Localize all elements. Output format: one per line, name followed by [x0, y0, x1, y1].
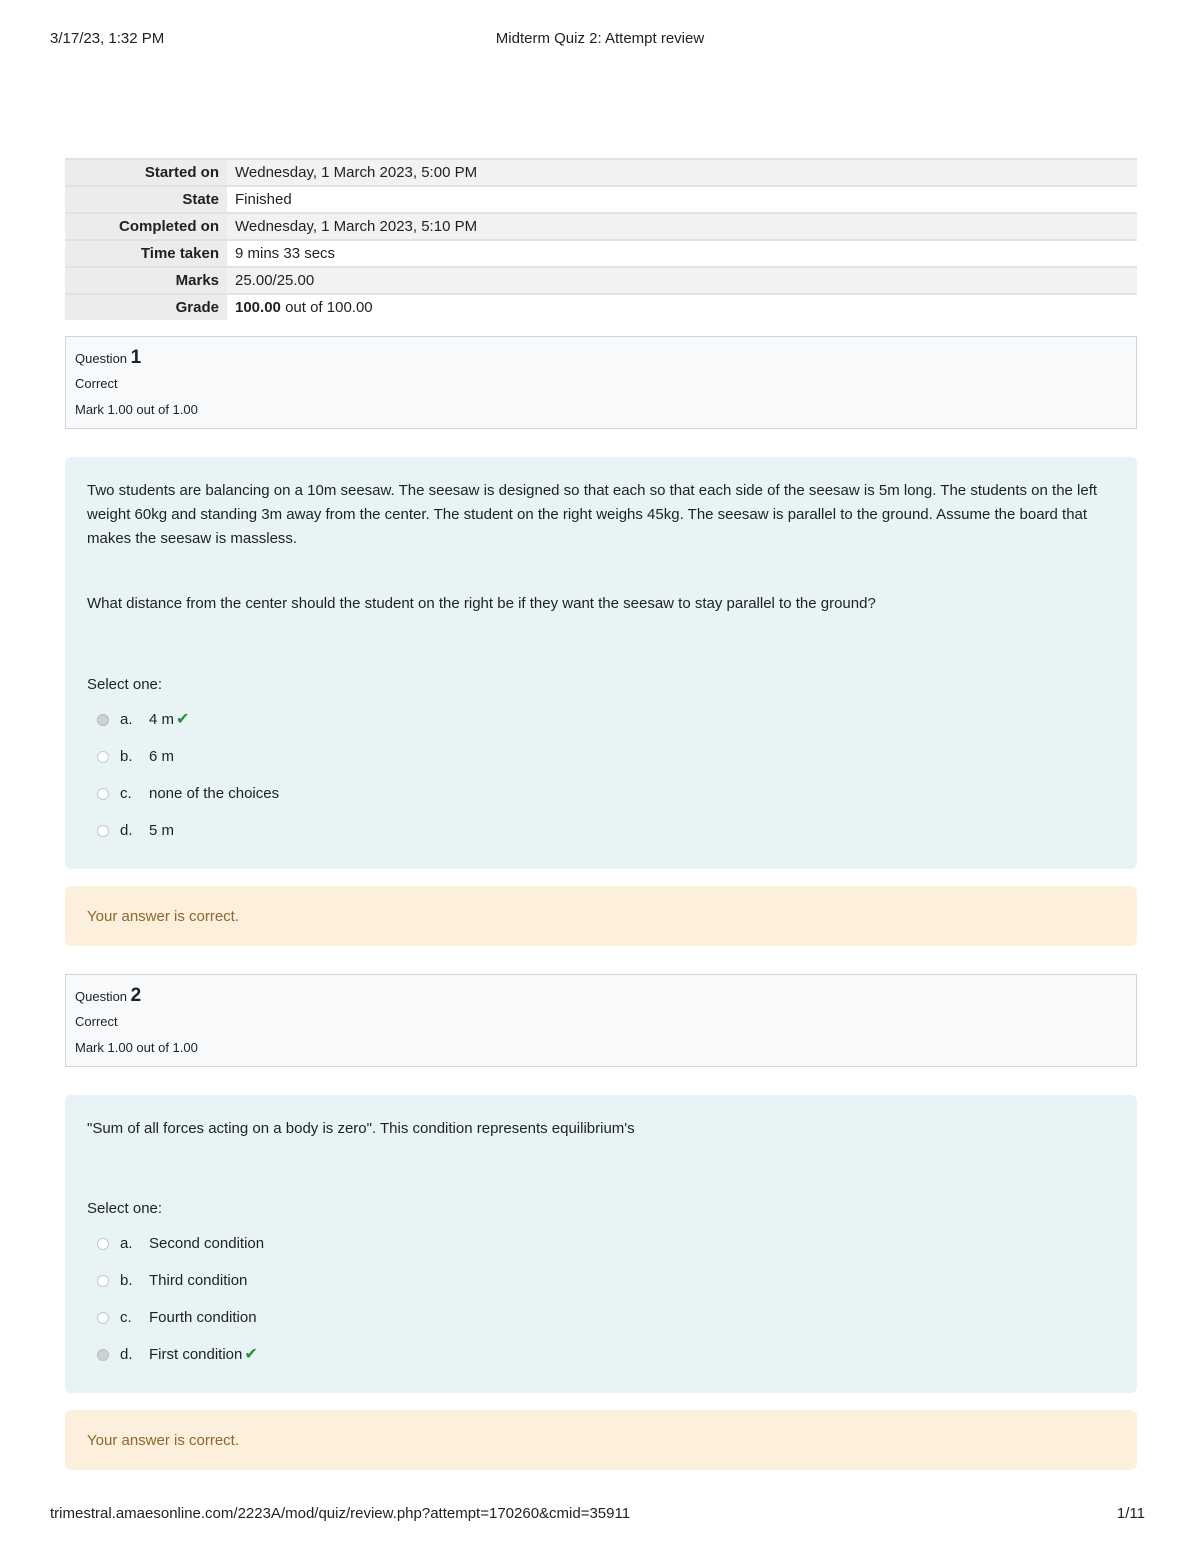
summary-label: Completed on [65, 213, 227, 240]
question-number [75, 347, 1127, 369]
option-text: 5 m [149, 821, 175, 839]
document-title: Midterm Quiz 2: Attempt review [495, 30, 705, 47]
radio-button[interactable] [97, 1349, 109, 1361]
question-label: Question [75, 351, 128, 366]
option-letter: d. [120, 1345, 133, 1363]
summary-label: Marks [65, 267, 227, 294]
answer-option[interactable] [87, 1262, 1115, 1299]
summary-label: Time taken [65, 240, 227, 267]
summary-row [65, 213, 1137, 240]
print-footer [50, 1505, 1145, 1525]
feedback-box [65, 1410, 1137, 1470]
summary-row [65, 294, 1137, 320]
radio-button[interactable] [97, 1238, 109, 1250]
check-icon: ✔ [244, 1345, 258, 1363]
summary-value: Wednesday, 1 March 2023, 5:00 PM [227, 159, 1137, 186]
print-datetime: 3/17/23, 1:32 PM [50, 30, 165, 47]
summary-value: 9 mins 33 secs [227, 240, 1137, 267]
question-formulation [65, 1095, 1137, 1393]
radio-button[interactable] [97, 751, 109, 763]
question-number [75, 985, 1127, 1007]
question-text: "Sum of all forces acting on a body is zero". This condition represents equilibrium's [87, 1120, 635, 1137]
question-info [65, 336, 1137, 429]
print-header [50, 30, 1150, 50]
answer-option[interactable] [87, 812, 1115, 849]
question-info [65, 974, 1137, 1067]
select-one-prompt: Select one: [87, 1200, 163, 1217]
summary-value: Finished [227, 186, 1137, 213]
question-number-value: 1 [130, 347, 142, 368]
summary-value: Wednesday, 1 March 2023, 5:10 PM [227, 213, 1137, 240]
answer-option[interactable] [87, 1336, 1115, 1373]
question-grade: Mark 1.00 out of 1.00 [75, 402, 198, 417]
option-letter: b. [120, 747, 133, 765]
option-text: none of the choices [149, 784, 280, 802]
summary-value [227, 294, 1137, 320]
question-formulation [65, 457, 1137, 869]
answer-option[interactable] [87, 775, 1115, 812]
radio-button[interactable] [97, 714, 109, 726]
option-letter: b. [120, 1271, 133, 1289]
question-label: Question [75, 989, 128, 1004]
summary-row [65, 186, 1137, 213]
grade-out-of: out of 100.00 [285, 299, 373, 316]
radio-button[interactable] [97, 1275, 109, 1287]
grade-score: 100.00 [235, 299, 281, 316]
summary-value: 25.00/25.00 [227, 267, 1137, 294]
answer-options [87, 701, 1115, 849]
option-text: 6 m [149, 747, 175, 765]
feedback-text: Your answer is correct. [87, 1431, 240, 1449]
question-state: Correct [75, 376, 118, 391]
summary-row [65, 240, 1137, 267]
answer-option[interactable] [87, 1299, 1115, 1336]
question-state: Correct [75, 1014, 118, 1029]
answer-option[interactable] [87, 738, 1115, 775]
summary-label: Started on [65, 159, 227, 186]
option-text: 4 m [149, 710, 175, 728]
option-text: First condition [149, 1345, 243, 1363]
summary-label: Grade [65, 294, 227, 320]
option-text: Third condition [149, 1271, 248, 1289]
question-grade: Mark 1.00 out of 1.00 [75, 1040, 198, 1055]
attempt-review [65, 158, 1137, 1470]
option-letter: d. [120, 821, 133, 839]
radio-button[interactable] [97, 1312, 109, 1324]
summary-row [65, 267, 1137, 294]
summary-row [65, 159, 1137, 186]
page-number: 1/11 [1116, 1505, 1145, 1522]
radio-button[interactable] [97, 788, 109, 800]
select-one-prompt: Select one: [87, 676, 163, 693]
question-text: What distance from the center should the student on the right be if they want the seesaw to stay parallel to the ground? [87, 595, 876, 612]
radio-button[interactable] [97, 825, 109, 837]
question-number-value: 2 [130, 985, 142, 1006]
answer-options [87, 1225, 1115, 1373]
option-letter: a. [120, 710, 133, 728]
answer-option[interactable] [87, 701, 1115, 738]
feedback-box [65, 886, 1137, 946]
option-letter: c. [120, 1308, 132, 1326]
option-text: Second condition [149, 1234, 265, 1252]
summary-label: State [65, 186, 227, 213]
option-letter: c. [120, 784, 132, 802]
option-letter: a. [120, 1234, 133, 1252]
page-url: trimestral.amaesonline.com/2223A/mod/quiz/review.php?attempt=170260&cmid=35911 [50, 1505, 631, 1522]
feedback-text: Your answer is correct. [87, 907, 240, 925]
attempt-summary-table [65, 158, 1137, 320]
answer-option[interactable] [87, 1225, 1115, 1262]
check-icon: ✔ [176, 710, 190, 728]
option-text: Fourth condition [149, 1308, 257, 1326]
question-text: Two students are balancing on a 10m seesaw. The seesaw is designed so that each so that each side of the seesaw is 5m long. The students on the left weight 60kg and standing 3m away from the center. The student on the right weighs 45kg. The seesaw is parallel to the ground. Assume the board that makes the seesaw is massless. [87, 482, 1098, 547]
